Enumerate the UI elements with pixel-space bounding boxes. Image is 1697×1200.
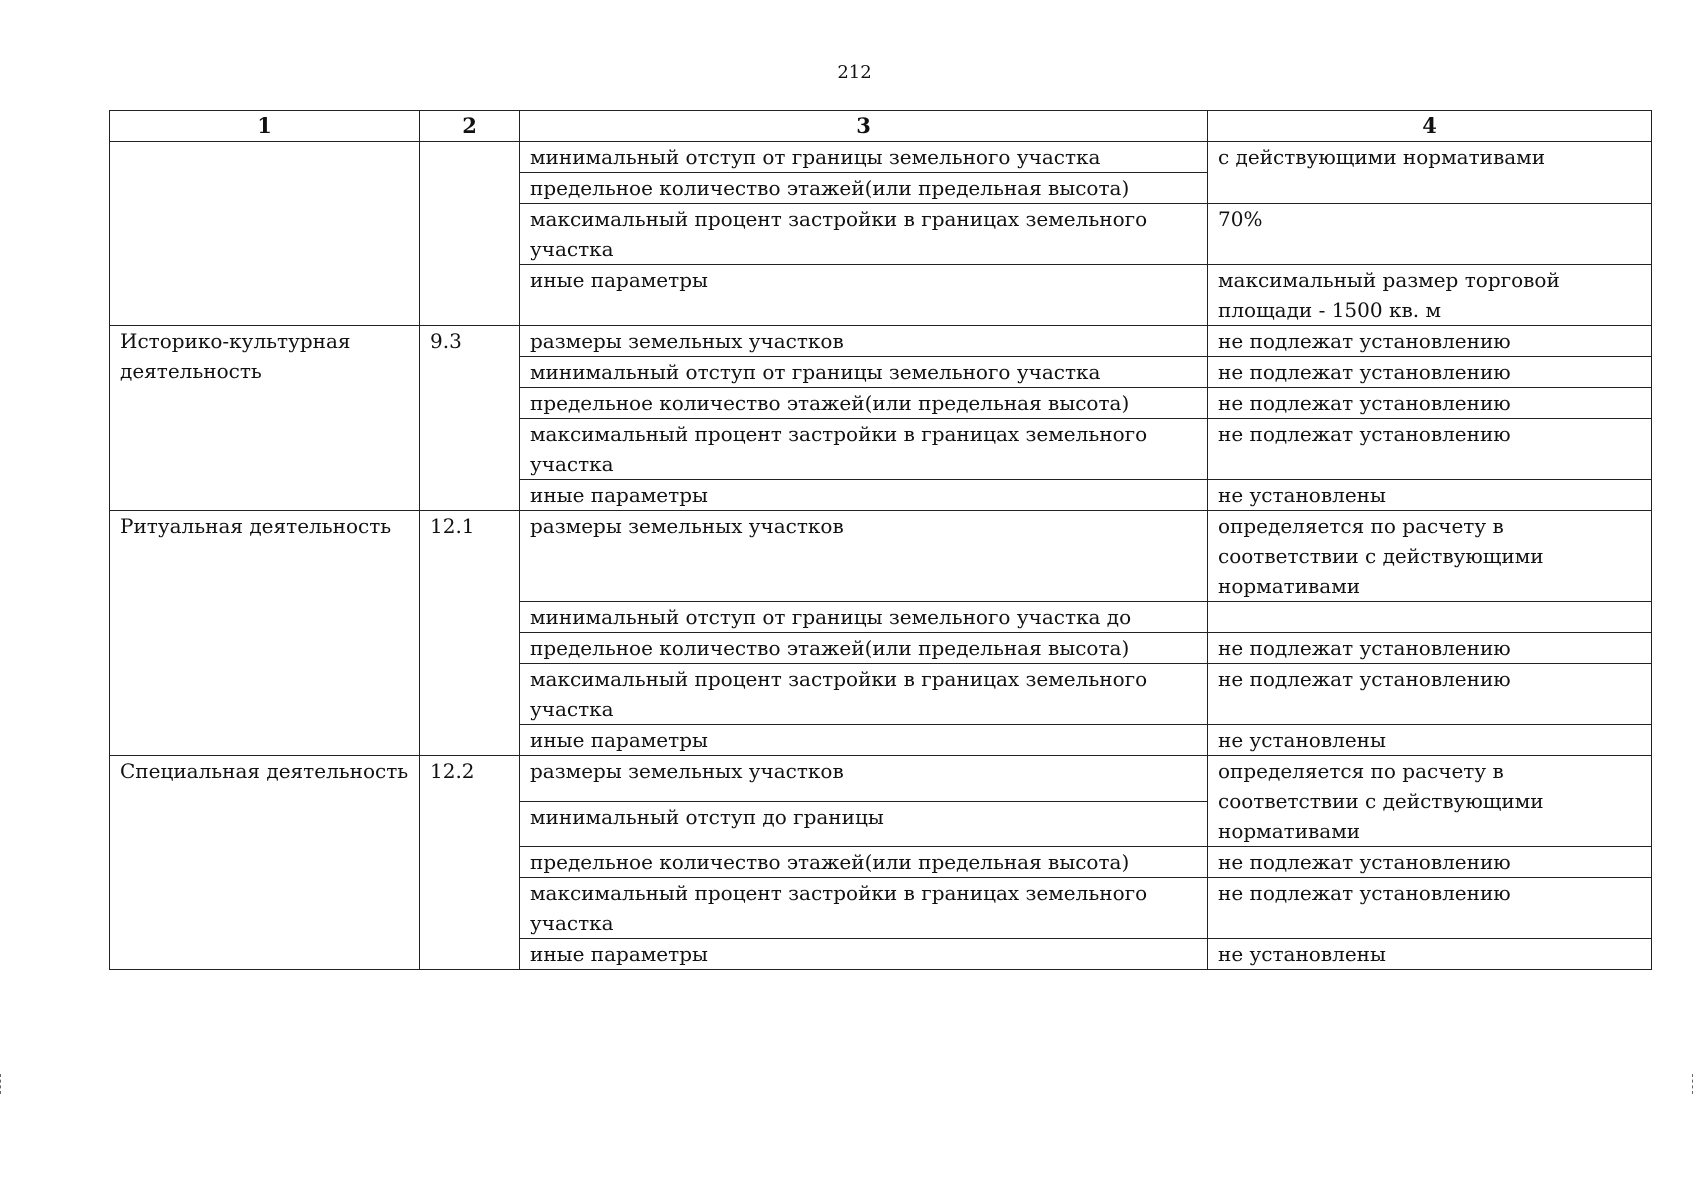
activity-code-cell: 12.1: [420, 511, 520, 756]
activity-name-cell: Ритуальная деятельность: [110, 511, 420, 756]
parameter-cell: максимальный процент застройки в границах земельного участка: [520, 878, 1208, 939]
parameter-cell: предельное количество этажей(или предельная высота): [520, 388, 1208, 419]
parameter-cell: минимальный отступ от границы земельного участка до: [520, 602, 1208, 633]
parameter-cell: максимальный процент застройки в границах земельного участка: [520, 664, 1208, 725]
parameter-cell: предельное количество этажей(или предельная высота): [520, 173, 1208, 204]
value-cell: не установлены: [1208, 939, 1652, 970]
parameter-cell: предельное количество этажей(или предельная высота): [520, 847, 1208, 878]
parameter-cell: максимальный процент застройки в границах земельного участка: [520, 204, 1208, 265]
table-row: [110, 756, 1652, 802]
scan-edge-mark-right: [1692, 1074, 1696, 1094]
value-cell: не подлежат установлению: [1208, 633, 1652, 664]
value-cell: максимальный размер торговой площади - 1500 кв. м: [1208, 265, 1652, 326]
parameter-cell: предельное количество этажей(или предельная высота): [520, 633, 1208, 664]
value-cell: не подлежат установлению: [1208, 357, 1652, 388]
col-header-2: 2: [420, 111, 520, 142]
table-row: [110, 511, 1652, 602]
col-header-1: 1: [110, 111, 420, 142]
table-row: [110, 326, 1652, 357]
header-row: [110, 111, 1652, 142]
value-cell: определяется по расчету в соответствии с действующими нормативами: [1208, 511, 1652, 602]
parameter-cell: размеры земельных участков: [520, 326, 1208, 357]
value-cell: определяется по расчету в соответствии с действующими нормативами: [1208, 756, 1652, 847]
parameter-cell: минимальный отступ до границы: [520, 801, 1208, 847]
parameter-cell: иные параметры: [520, 480, 1208, 511]
regulations-table: [109, 110, 1652, 970]
table-row: [110, 142, 1652, 173]
value-cell: не установлены: [1208, 725, 1652, 756]
parameter-cell: иные параметры: [520, 725, 1208, 756]
value-cell: не подлежат установлению: [1208, 419, 1652, 480]
parameter-cell: минимальный отступ от границы земельного участка: [520, 357, 1208, 388]
parameter-cell: размеры земельных участков: [520, 511, 1208, 602]
value-cell: 70%: [1208, 204, 1652, 265]
col-header-4: 4: [1208, 111, 1652, 142]
parameter-cell: иные параметры: [520, 939, 1208, 970]
parameter-cell: иные параметры: [520, 265, 1208, 326]
activity-name-cell: [110, 142, 420, 326]
parameter-cell: минимальный отступ от границы земельного участка: [520, 142, 1208, 173]
activity-code-cell: [420, 142, 520, 326]
value-cell: не подлежат установлению: [1208, 664, 1652, 725]
activity-name-cell: Специальная деятельность: [110, 756, 420, 970]
value-cell: [1208, 602, 1652, 633]
parameter-cell: максимальный процент застройки в границах земельного участка: [520, 419, 1208, 480]
page-number: 212: [837, 62, 872, 83]
activity-code-cell: 12.2: [420, 756, 520, 970]
parameter-cell: размеры земельных участков: [520, 756, 1208, 802]
scan-edge-mark-left: [0, 1074, 4, 1094]
activity-code-cell: 9.3: [420, 326, 520, 511]
value-cell: с действующими нормативами: [1208, 142, 1652, 204]
value-cell: не подлежат установлению: [1208, 878, 1652, 939]
value-cell: не подлежат установлению: [1208, 388, 1652, 419]
col-header-3: 3: [520, 111, 1208, 142]
value-cell: не установлены: [1208, 480, 1652, 511]
value-cell: не подлежат установлению: [1208, 326, 1652, 357]
activity-name-cell: Историко-культурная деятельность: [110, 326, 420, 511]
value-cell: не подлежат установлению: [1208, 847, 1652, 878]
